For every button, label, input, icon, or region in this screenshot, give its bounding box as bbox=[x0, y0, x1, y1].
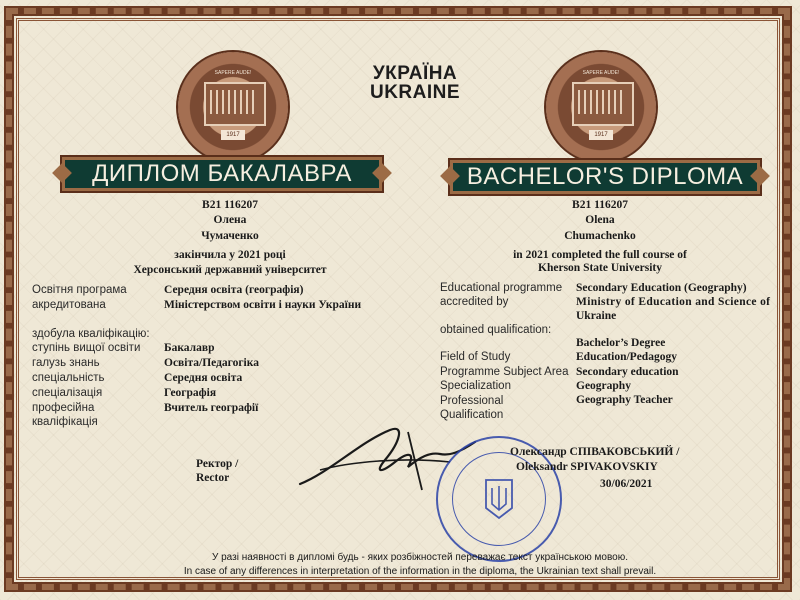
professional-label-en-1: Professional bbox=[440, 395, 504, 407]
completed-en: in 2021 completed the full course of bbox=[513, 249, 687, 261]
subject-value-en: Secondary education bbox=[576, 366, 679, 378]
signature-date: 30/06/2021 bbox=[600, 478, 653, 490]
degree-value-uk: Бакалавр bbox=[164, 342, 215, 354]
completed-uk: закінчила у 2021 році bbox=[174, 249, 286, 261]
rector-name-en: Oleksandr SPIVAKOVSKIY bbox=[516, 461, 658, 473]
specialization-label-uk: спеціалізація bbox=[32, 387, 103, 399]
first-name-uk: Олена bbox=[213, 214, 247, 226]
subject-label-en: Programme Subject Area bbox=[440, 366, 569, 378]
first-name-en: Olena bbox=[585, 214, 615, 226]
field-value-uk: Освіта/Педагогіка bbox=[164, 357, 259, 369]
country-uk: УКРАЇНА bbox=[372, 63, 458, 84]
rector-label-en: Rector bbox=[196, 472, 230, 484]
qualification-label-uk: здобула кваліфікацію: bbox=[32, 328, 150, 340]
program-value-uk: Середня освіта (географія) bbox=[164, 284, 304, 296]
footer-note-en: In case of any differences in interpretation of the information in the diploma, the Ukrainian text shall prevail. bbox=[183, 566, 657, 577]
seal-motto: SAPERE AUDE! bbox=[582, 70, 620, 76]
university-en: Kherson State University bbox=[538, 262, 662, 274]
seal-year: 1917 bbox=[589, 130, 613, 140]
qualification-label-en: obtained qualification: bbox=[440, 324, 552, 336]
program-value-en: Secondary Education (Geography) bbox=[576, 282, 747, 294]
seal-building-icon bbox=[204, 82, 266, 126]
program-label-uk-1: Освітня програма bbox=[32, 284, 127, 296]
specialization-value-en: Geography bbox=[576, 380, 631, 392]
diploma-number-uk: B21 116207 bbox=[202, 199, 258, 211]
university-uk: Херсонський державний університет bbox=[133, 264, 327, 276]
diploma-number-en: B21 116207 bbox=[572, 199, 628, 211]
university-seal-right bbox=[546, 52, 656, 162]
professional-label-en-2: Qualification bbox=[440, 409, 504, 421]
specialty-label-uk: спеціальність bbox=[32, 372, 105, 384]
program-label-uk-2: акредитована bbox=[32, 299, 106, 311]
country-heading bbox=[340, 64, 490, 102]
professional-label-uk-1: професійна bbox=[32, 402, 95, 414]
country-en: UKRAINE bbox=[369, 82, 461, 103]
degree-label-uk: ступінь вищої освіти bbox=[32, 342, 141, 354]
degree-value-en: Bachelor’s Degree bbox=[576, 337, 666, 349]
last-name-en: Chumachenko bbox=[564, 230, 636, 242]
footer-note-uk: У разі наявності в дипломі будь - яких розбіжностей переважає текст українською мовою. bbox=[211, 552, 629, 563]
rector-label-uk: Ректор / bbox=[196, 458, 239, 470]
field-value-en: Education/Pedagogy bbox=[576, 351, 677, 363]
title-banner-uk: ДИПЛОМ БАКАЛАВРА bbox=[62, 157, 382, 191]
professional-value-en: Geography Teacher bbox=[576, 394, 673, 406]
professional-value-uk: Вчитель географії bbox=[164, 402, 259, 414]
specialization-label-en: Specialization bbox=[440, 380, 511, 392]
accredited-value-uk: Міністерством освіти і науки України bbox=[164, 299, 362, 311]
accredited-value-en-1: Ministry of Education and Science of bbox=[576, 296, 771, 308]
university-seal-left bbox=[178, 52, 288, 162]
professional-label-uk-2: кваліфікація bbox=[32, 416, 98, 428]
accredited-value-en-2: Ukraine bbox=[576, 310, 617, 322]
program-label-en-1: Educational programme bbox=[440, 282, 563, 294]
specialty-value-uk: Середня освіта bbox=[164, 372, 243, 384]
trident-icon bbox=[484, 478, 514, 520]
specialization-value-uk: Географія bbox=[164, 387, 217, 399]
seal-year: 1917 bbox=[221, 130, 245, 140]
field-label-en: Field of Study bbox=[440, 351, 511, 363]
rector-name-uk: Олександр СПІВАКОВСЬКИЙ / bbox=[510, 446, 680, 458]
seal-motto: SAPERE AUDE! bbox=[214, 70, 252, 76]
field-label-uk: галузь знань bbox=[32, 357, 100, 369]
program-label-en-2: accredited by bbox=[440, 296, 509, 308]
title-banner-en: BACHELOR'S DIPLOMA bbox=[450, 160, 760, 194]
last-name-uk: Чумаченко bbox=[201, 230, 259, 242]
seal-building-icon bbox=[572, 82, 634, 126]
